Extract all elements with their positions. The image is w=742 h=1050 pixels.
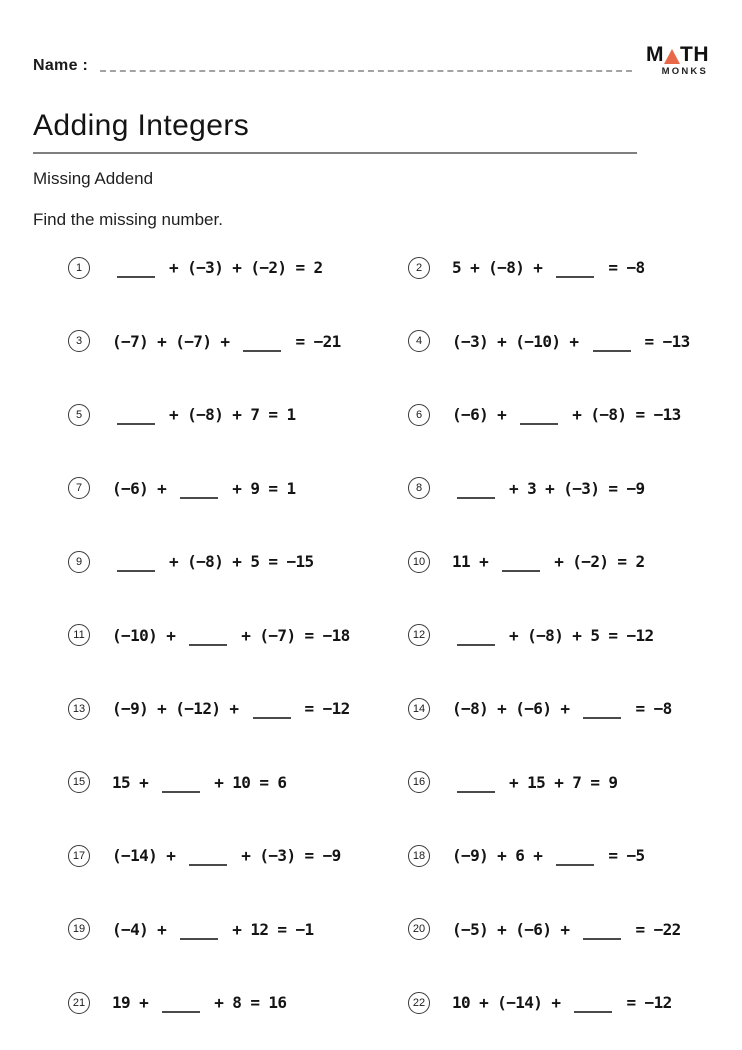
equation-text: 19 + <box>112 993 158 1012</box>
problem-number-badge: 1 <box>68 257 90 279</box>
problem-row <box>408 475 742 499</box>
answer-blank[interactable] <box>593 346 631 352</box>
equation <box>452 920 681 939</box>
problem-row <box>408 549 742 573</box>
problem-row <box>408 622 742 646</box>
instruction-text: Find the missing number. <box>33 209 223 229</box>
equation-text: (−14) + <box>112 846 185 865</box>
equation-text: + (−2) = 2 <box>545 552 645 571</box>
equation <box>452 258 645 277</box>
equation <box>112 332 341 351</box>
problem-number-badge: 3 <box>68 330 90 352</box>
equation-text: (−5) + (−6) + <box>452 919 579 939</box>
equation-text: (−7) + (−7) + <box>112 331 239 351</box>
problem-row <box>68 475 408 499</box>
name-fill-in-line[interactable] <box>100 70 632 72</box>
answer-blank[interactable] <box>457 493 495 499</box>
problem-number-badge: 19 <box>68 918 90 940</box>
equation-text: (−8) + (−6) + <box>452 699 579 718</box>
equation-text: = −8 <box>599 258 645 277</box>
equation-text: + 10 = 6 <box>205 772 287 792</box>
logo-wordmark <box>646 44 709 65</box>
answer-blank[interactable] <box>556 272 594 278</box>
equation-text: + (−3) = −9 <box>232 846 341 865</box>
answer-blank[interactable] <box>162 787 200 793</box>
equation <box>112 626 350 645</box>
equation <box>112 773 286 792</box>
answer-blank[interactable] <box>457 640 495 646</box>
triangle-icon <box>664 49 680 64</box>
equation-text: + (−8) + 7 = 1 <box>160 405 296 424</box>
problem-number-badge: 5 <box>68 404 90 426</box>
math-monks-logo <box>646 44 709 77</box>
equation-text: (−9) + (−12) + <box>112 699 248 718</box>
equation <box>452 773 617 792</box>
problem-row <box>68 549 408 573</box>
page-title: Adding Integers <box>33 108 250 142</box>
problem-row <box>408 255 742 279</box>
problem-row <box>68 769 408 793</box>
equation-text: = −12 <box>295 699 350 718</box>
header <box>33 44 709 77</box>
problem-number-badge: 4 <box>408 330 430 352</box>
equation-text: 10 + (−14) + <box>452 993 570 1012</box>
answer-blank[interactable] <box>574 1007 612 1013</box>
answer-blank[interactable] <box>583 934 621 940</box>
equation-text: 15 + <box>112 772 158 792</box>
equation-text: = −21 <box>286 331 341 351</box>
name-label: Name : <box>33 56 89 74</box>
answer-blank[interactable] <box>117 566 155 572</box>
equation <box>112 405 296 424</box>
problem-number-badge: 6 <box>408 404 430 426</box>
answer-blank[interactable] <box>556 860 594 866</box>
equation <box>452 993 672 1012</box>
problem-row <box>68 622 408 646</box>
title-divider <box>33 152 637 154</box>
equation <box>112 846 341 865</box>
answer-blank[interactable] <box>243 346 281 352</box>
problem-number-badge: 15 <box>68 771 90 793</box>
problem-number-badge: 2 <box>408 257 430 279</box>
equation-text: + 15 + 7 = 9 <box>500 772 618 792</box>
problem-number-badge: 13 <box>68 698 90 720</box>
problem-row <box>408 328 742 352</box>
problem-number-badge: 17 <box>68 845 90 867</box>
problem-number-badge: 20 <box>408 918 430 940</box>
problem-row <box>68 255 408 279</box>
answer-blank[interactable] <box>583 713 621 719</box>
equation-text: = −13 <box>635 331 690 351</box>
problem-number-badge: 12 <box>408 624 430 646</box>
problem-row <box>68 990 408 1014</box>
equation-text: = −22 <box>626 919 681 939</box>
answer-blank[interactable] <box>180 493 218 499</box>
problem-row <box>408 696 742 720</box>
problem-row <box>68 916 408 940</box>
problem-row <box>408 402 742 426</box>
equation-text: + 3 + (−3) = −9 <box>500 478 645 498</box>
problem-number-badge: 21 <box>68 992 90 1014</box>
equation-text: + (−3) + (−2) = 2 <box>160 258 323 277</box>
equation-text: + 9 = 1 <box>223 478 296 498</box>
equation-text: (−6) + <box>452 405 516 424</box>
problem-row <box>408 990 742 1014</box>
equation <box>452 332 690 351</box>
worksheet-subtitle: Missing Addend <box>33 168 154 188</box>
answer-blank[interactable] <box>189 640 227 646</box>
problem-row <box>408 843 742 867</box>
problem-number-badge: 22 <box>408 992 430 1014</box>
answer-blank[interactable] <box>162 1007 200 1013</box>
problem-number-badge: 16 <box>408 771 430 793</box>
equation <box>112 699 350 718</box>
equation-text: 5 + (−8) + <box>452 258 552 277</box>
equation <box>112 993 286 1012</box>
answer-blank[interactable] <box>502 566 540 572</box>
problem-row <box>68 696 408 720</box>
equation-text: + 8 = 16 <box>205 993 287 1012</box>
answer-blank[interactable] <box>180 934 218 940</box>
equation-text: (−9) + 6 + <box>452 846 552 865</box>
equation-text: (−4) + <box>112 919 176 939</box>
problem-number-badge: 14 <box>408 698 430 720</box>
equation-text: + (−8) = −13 <box>563 405 681 424</box>
equation <box>112 552 314 571</box>
problem-row <box>68 328 408 352</box>
problem-number-badge: 18 <box>408 845 430 867</box>
answer-blank[interactable] <box>253 713 291 719</box>
equation <box>112 920 314 939</box>
equation-text: 11 + <box>452 552 498 571</box>
problem-number-badge: 11 <box>68 624 90 646</box>
equation <box>452 552 645 571</box>
problem-row <box>68 402 408 426</box>
equation <box>452 846 645 865</box>
equation <box>112 479 296 498</box>
answer-blank[interactable] <box>117 419 155 425</box>
answer-blank[interactable] <box>189 860 227 866</box>
problem-row <box>408 916 742 940</box>
equation-text: + (−8) + 5 = −12 <box>500 625 654 645</box>
answer-blank[interactable] <box>457 787 495 793</box>
problem-row <box>408 769 742 793</box>
equation <box>452 626 654 645</box>
equation-text: = −12 <box>617 993 672 1012</box>
problem-number-badge: 8 <box>408 477 430 499</box>
equation-text: = −8 <box>626 699 672 718</box>
equation-text: = −5 <box>599 846 645 865</box>
equation-text: (−3) + (−10) + <box>452 331 588 351</box>
logo-subtext: MONKS <box>661 66 708 77</box>
problem-row <box>68 843 408 867</box>
logo-letter-m: M <box>646 43 664 66</box>
problem-number-badge: 10 <box>408 551 430 573</box>
equation-text: (−10) + <box>112 625 185 645</box>
answer-blank[interactable] <box>117 272 155 278</box>
equation <box>112 258 323 277</box>
equation-text: (−6) + <box>112 478 176 498</box>
equation <box>452 479 645 498</box>
equation <box>452 699 672 718</box>
problem-number-badge: 9 <box>68 551 90 573</box>
equation-text: + (−7) = −18 <box>232 625 350 645</box>
equation <box>452 405 681 424</box>
equation-text: + 12 = −1 <box>223 919 314 939</box>
answer-blank[interactable] <box>520 419 558 425</box>
equation-text: + (−8) + 5 = −15 <box>160 552 314 571</box>
logo-letters-th: TH <box>680 43 709 66</box>
problems-grid <box>33 255 709 1050</box>
problem-number-badge: 7 <box>68 477 90 499</box>
